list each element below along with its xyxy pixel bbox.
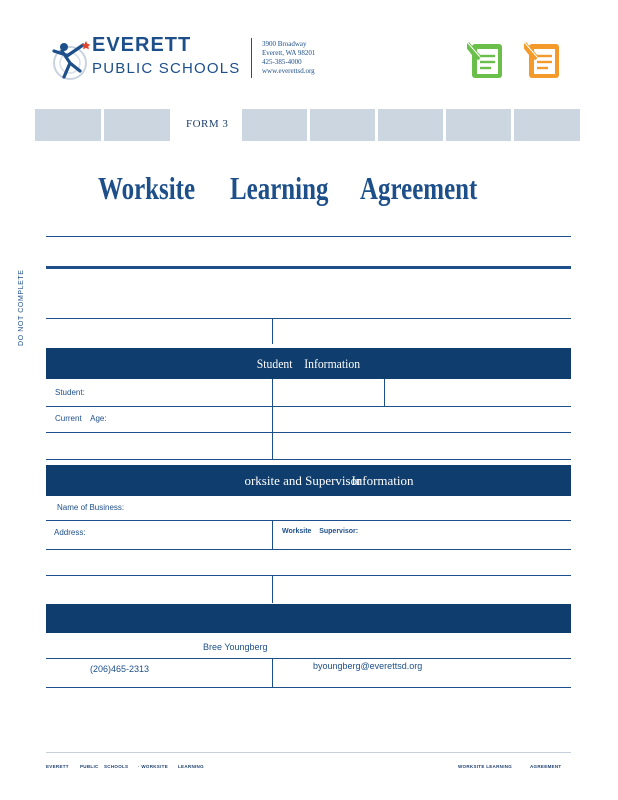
logo-text-public-schools: PUBLIC SCHOOLS: [92, 60, 241, 77]
side-notice-text: DO NOT COMPLETE: [18, 269, 25, 346]
cell-divider: [272, 318, 273, 344]
address-line: 425-385-4000: [262, 58, 302, 66]
footer-item: · WORKSITE: [138, 764, 168, 769]
header-divider: [251, 38, 252, 78]
rule-thick: [46, 266, 571, 269]
current-age-label: Current Age:: [55, 414, 107, 423]
tab-cell: [104, 109, 170, 141]
logo-text-everett: EVERETT: [92, 34, 192, 56]
cell-divider: [272, 379, 273, 459]
footer-item: EVERETT: [46, 764, 69, 769]
worksite-title-part: orksite and Supervisor: [244, 472, 362, 488]
tab-cell: [35, 109, 101, 141]
rule: [46, 520, 571, 521]
page-title-word-2: Learning: [230, 170, 329, 206]
page-title-word-1: Worksite: [98, 170, 196, 206]
worksite-information-title: [231, 457, 413, 505]
contact-email: byoungberg@everettsd.org: [313, 661, 423, 671]
district-logo-icon: [50, 37, 90, 81]
worksite-supervisor-label: Worksite Supervisor:: [282, 528, 359, 535]
student-information-band: [46, 348, 571, 379]
address-line: www.everettsd.org: [262, 67, 315, 75]
cell-divider: [272, 658, 273, 687]
student-label: Student:: [55, 388, 85, 397]
footer-item: PUBLIC: [80, 764, 99, 769]
contact-phone: (206)465-2313: [90, 664, 150, 674]
rule: [46, 549, 571, 550]
contact-name: Bree Youngberg: [203, 642, 268, 652]
rule: [46, 406, 571, 407]
address-line: 3900 Broadway: [262, 40, 307, 48]
tab-cell: [378, 109, 443, 141]
worksite-title-overlap: Information: [351, 472, 414, 488]
side-notice: [18, 270, 38, 350]
footer-rule: [46, 752, 571, 753]
tab-cell: [310, 109, 375, 141]
rule: [46, 687, 571, 688]
address-line: Everett, WA 98201: [262, 49, 316, 57]
tab-cell: [514, 109, 580, 141]
student-information-title: Student Information: [256, 355, 361, 371]
footer-item: LEARNING: [178, 764, 204, 769]
footer-item: AGREEMENT: [530, 764, 562, 769]
edit-document-green-icon: [467, 38, 513, 82]
district-address: [262, 40, 315, 76]
cell-divider: [384, 379, 385, 406]
cell-divider: [272, 520, 273, 549]
page-title-word-3: Agreement: [360, 170, 478, 206]
address-label: Address:: [54, 528, 86, 537]
rule: [46, 658, 571, 659]
contact-band: [46, 604, 571, 633]
form-number-label: FORM 3: [186, 118, 229, 130]
rule: [46, 236, 571, 237]
rule: [46, 432, 571, 433]
footer-item: SCHOOLS: [104, 764, 129, 769]
footer-item: WORKSITE LEARNING: [458, 764, 513, 769]
edit-document-orange-icon: [524, 38, 570, 82]
worksite-information-band: [46, 465, 571, 496]
rule: [46, 318, 571, 319]
business-name-label: Name of Business:: [57, 503, 125, 512]
cell-divider: [272, 575, 273, 603]
tab-cell: [242, 109, 307, 141]
rule: [46, 575, 571, 576]
tab-cell: [446, 109, 511, 141]
